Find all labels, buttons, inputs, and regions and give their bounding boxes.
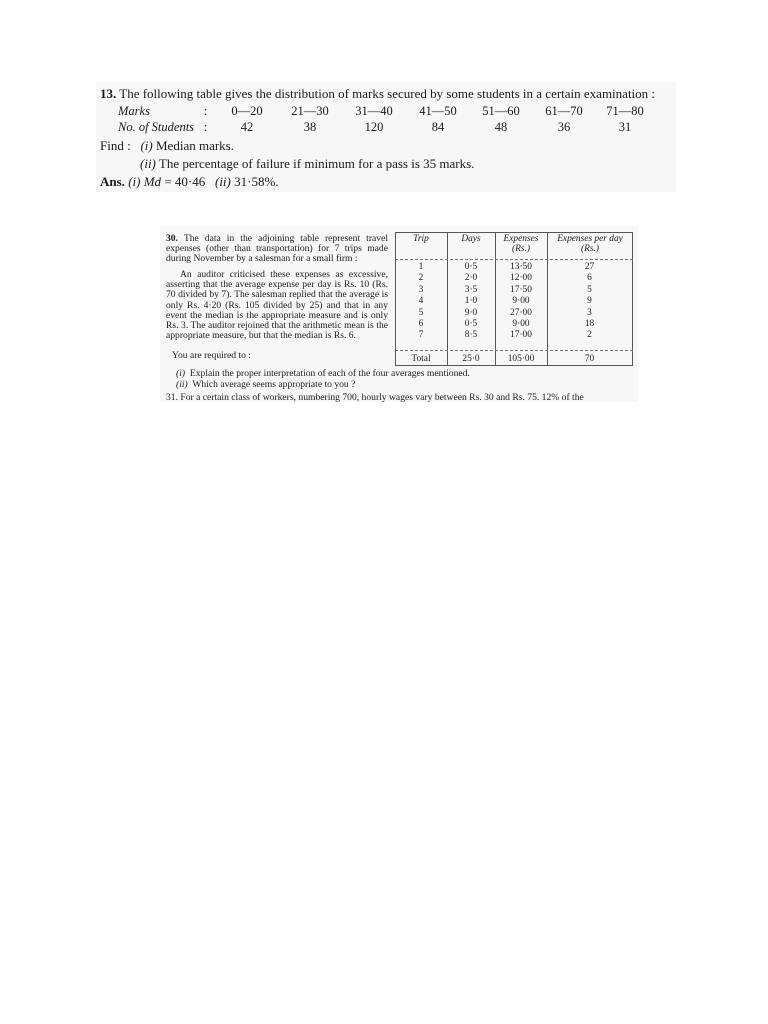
total-label: Total: [411, 354, 431, 364]
table-header-rule: [395, 259, 633, 260]
find-i-text: Median marks.: [156, 138, 234, 153]
students-colon: :: [204, 120, 208, 134]
travel-expenses-table: [395, 232, 633, 366]
marks-label: Marks: [118, 104, 150, 118]
header-expenses: Expenses (Rs.): [503, 234, 539, 254]
column-days: [447, 262, 495, 342]
students-cell: 84: [431, 120, 445, 134]
marks-cell: 41—50: [419, 104, 457, 118]
expenses-cell: 13·50: [510, 262, 532, 272]
marks-cell: 61—70: [545, 104, 583, 118]
column-expenses-per-day: [547, 262, 632, 342]
marks-colon: :: [204, 104, 208, 118]
days-cell: 3·5: [464, 284, 478, 295]
trip-cell: 7: [418, 330, 424, 341]
problem-30-para-2: An auditor criticised these expenses as excessive, asserting that the average expense per day is Rs. 10 (Rs. 70 divided by 7). The salesman replied that the average is only Rs. 4·20 (Rs. 105 divided by 25) and that in any event the median is the appropriate measure and is only Rs. 3. The auditor rejoined that the arithmetic mean is the appropriate measure, but that the median is Rs. 6.: [166, 269, 388, 342]
marks-cell: 71—80: [606, 104, 644, 118]
required-line: You are required to :: [172, 350, 251, 361]
per-day-cell: 2: [587, 330, 592, 341]
question-item-2: [176, 379, 355, 390]
trip-cell: 6: [418, 319, 424, 330]
answer-value-1: = 40·46: [164, 174, 206, 189]
table-border-top: [395, 232, 633, 233]
per-day-cell: 5: [587, 284, 592, 295]
trip-cell: 2: [418, 273, 424, 284]
expenses-cell: 27·00: [510, 307, 532, 318]
problem-13: [96, 82, 676, 192]
expenses-cell: 9·00: [512, 319, 530, 330]
students-cell: 48: [494, 120, 508, 134]
marks-cell: 51—60: [482, 104, 520, 118]
problem-13-number: 13.: [100, 86, 117, 101]
days-cell: 9·0: [464, 307, 478, 318]
days-cell: 8·5: [464, 330, 478, 341]
answer-ii: (ii): [214, 174, 231, 189]
per-day-cell: 9: [587, 296, 592, 307]
problem-13-question: [100, 86, 655, 102]
answer-label: Ans.: [100, 174, 125, 189]
column-trip: [395, 262, 447, 342]
trip-cell: 1: [418, 262, 424, 272]
problem-31-partial: 31. For a certain class of workers, numbering 700, hourly wages vary between Rs. 30 and Rs. 75. 12% of the: [166, 392, 584, 402]
students-label: No. of Students: [118, 120, 195, 134]
item-1-num: (i): [176, 368, 186, 379]
answer-line: [100, 174, 279, 190]
total-days: 25·0: [462, 354, 480, 364]
expenses-cell: 12·00: [510, 273, 532, 284]
trip-cell: 5: [418, 307, 424, 318]
total-expenses: 105·00: [507, 354, 535, 364]
students-cell: 42: [240, 120, 254, 134]
answer-md: Md: [143, 174, 162, 189]
item-1-text: Explain the proper interpretation of each of the four averages mentioned.: [189, 368, 470, 379]
per-day-cell: 27: [584, 262, 595, 272]
item-2-num: (ii): [176, 379, 188, 390]
answer-value-2: 31·58%.: [234, 174, 279, 189]
table-border-bottom: [395, 365, 633, 366]
days-cell: 0·5: [464, 319, 478, 330]
question-item-1: [176, 368, 470, 379]
expenses-cell: 9·00: [512, 296, 530, 307]
header-days: Days: [461, 234, 481, 244]
marks-cell: 31—40: [355, 104, 393, 118]
problem-30-intro: [166, 234, 388, 265]
per-day-cell: 3: [587, 307, 592, 318]
trip-cell: 3: [418, 284, 424, 295]
find-label: Find :: [100, 138, 131, 153]
column-expenses: [495, 262, 547, 342]
find-i-num: (i): [140, 138, 153, 153]
trip-cell: 4: [418, 296, 424, 307]
problem-13-question-text: The following table gives the distribution of marks secured by some students in a certain examination :: [119, 86, 656, 101]
total-per-day: 70: [584, 354, 595, 364]
find-ii-num: (ii): [140, 156, 156, 171]
students-cell: 36: [557, 120, 571, 134]
table-total-rule: [395, 350, 633, 351]
expenses-cell: 17·50: [510, 284, 532, 295]
item-2-text: Which average seems appropriate to you ?: [192, 379, 356, 390]
find-ii-text: The percentage of failure if minimum for a pass is 35 marks.: [158, 156, 475, 171]
students-cell: 38: [303, 120, 317, 134]
students-cell: 120: [364, 120, 384, 134]
find-line: [100, 138, 234, 154]
days-cell: 1·0: [464, 296, 478, 307]
table-border-right: [632, 232, 633, 366]
per-day-cell: 18: [584, 319, 595, 330]
header-expenses-per-day: Expenses per day (Rs.): [557, 234, 623, 254]
days-cell: 0·5: [464, 262, 478, 272]
per-day-cell: 6: [587, 273, 592, 284]
marks-cell: 21—30: [291, 104, 329, 118]
expenses-cell: 17·00: [510, 330, 532, 341]
marks-cell: 0—20: [231, 104, 263, 118]
problem-30-number: 30.: [166, 233, 178, 244]
answer-i: (i): [128, 174, 141, 189]
find-line-2: [140, 156, 474, 172]
problem-30: [160, 226, 638, 402]
problem-30-para-1: The data in the adjoining table represent travel expenses (other than transportation) for 7 trips made during November by a salesman for a small firm :: [166, 233, 388, 265]
header-trip: Trip: [413, 234, 429, 244]
students-cell: 31: [618, 120, 632, 134]
days-cell: 2·0: [464, 273, 478, 284]
